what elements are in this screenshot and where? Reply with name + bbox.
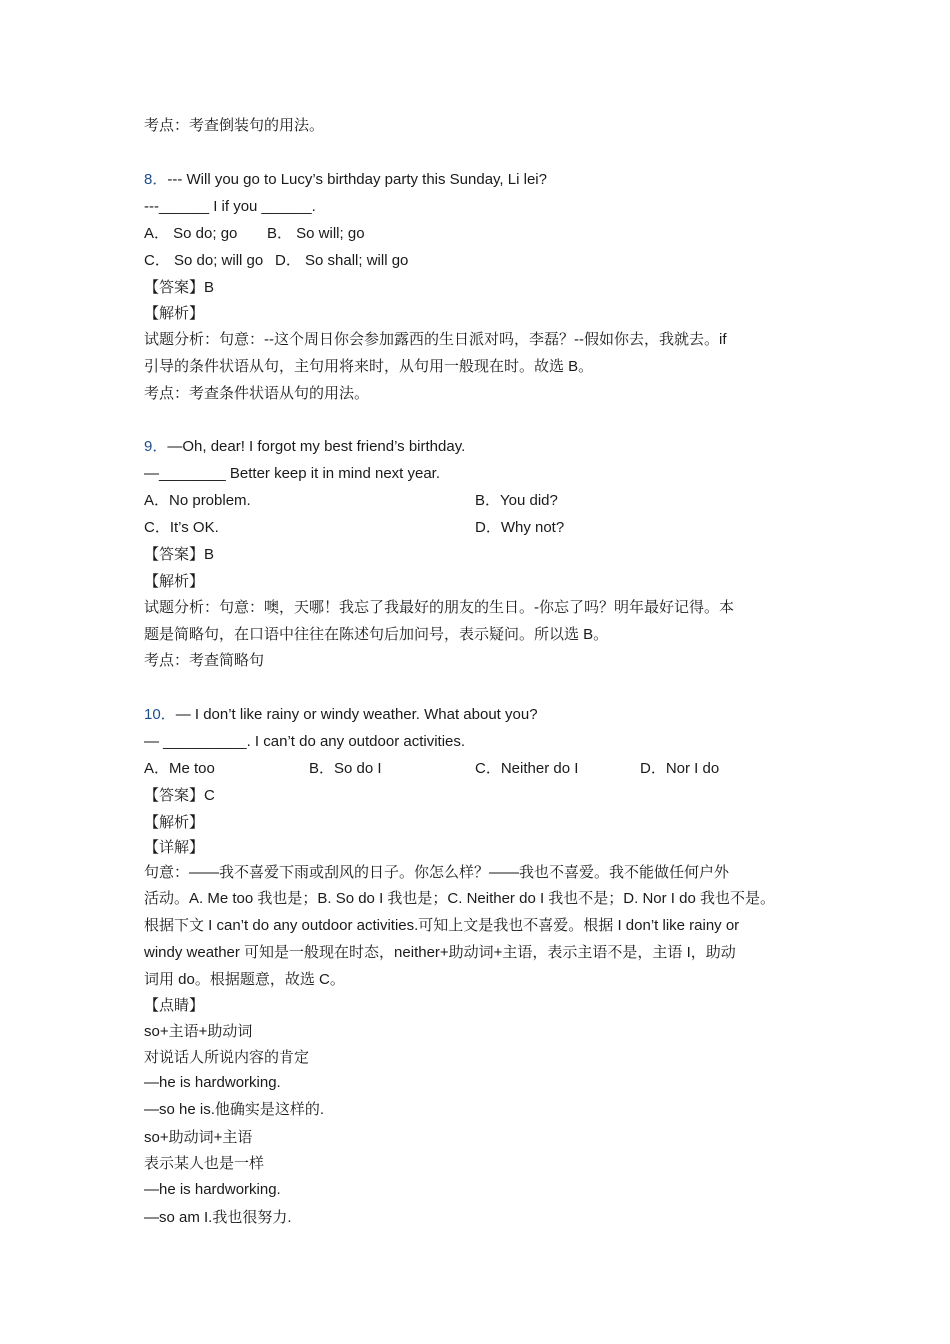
q10-note-2: 对说话人所说内容的肯定	[144, 1049, 310, 1066]
q8-option-c: C． So do; will go	[144, 252, 264, 269]
q10-jiexi: 【解析】	[144, 814, 205, 831]
question-number: 9．	[144, 438, 168, 455]
q9-option-d: D．Why not?	[475, 519, 565, 536]
q10-detail-4: windy weather 可知是一般现在时态，neither+助动词+主语，表示主语不是，主语 I，助动	[144, 944, 736, 961]
q10-note-6: 表示某人也是一样	[144, 1155, 265, 1172]
q8-option-d: D． So shall; will go	[275, 252, 409, 269]
q10-option-a: A．Me too	[144, 760, 215, 777]
question-text: — I don’t like rainy or windy weather. What about you?	[175, 706, 538, 723]
q10-note-3: —he is hardworking.	[144, 1074, 281, 1091]
q9-jiexi: 【解析】	[144, 573, 205, 590]
q10-detail-5: 词用 do。根据题意，故选 C。	[144, 971, 345, 988]
q10-detail-3: 根据下文 I can’t do any outdoor activities.可知上文是我也不喜爱。根据 I don’t like rainy or	[144, 917, 740, 934]
q8-option-a: A． So do; go	[144, 225, 238, 242]
q8-analysis-2: 引导的条件状语从句，主句用将来时，从句用一般现在时。故选 B。	[144, 358, 594, 375]
q9-option-a: A．No problem.	[144, 492, 251, 509]
q10-note-1: so+主语+助动词	[144, 1023, 253, 1040]
question-text: —Oh, dear! I forgot my best friend’s birthday.	[167, 438, 466, 455]
question-8-stem	[144, 170, 547, 190]
q9-answer: 【答案】B	[144, 546, 215, 563]
q10-option-d: D．Nor I do	[640, 760, 720, 777]
q10-note-7: —he is hardworking.	[144, 1181, 281, 1198]
q10-option-b: B．So do I	[309, 760, 382, 777]
question-10-stem2: — __________. I can’t do any outdoor activities.	[144, 733, 466, 750]
question-text: --- Will you go to Lucy’s birthday party this Sunday, Li lei?	[167, 171, 547, 188]
question-9-stem	[144, 437, 465, 457]
question-number: 8．	[144, 171, 168, 188]
q9-analysis-1: 试题分析：句意：噢，天哪！我忘了我最好的朋友的生日。-你忘了吗？明年最好记得。本	[144, 599, 734, 616]
question-8-stem2: ---______ I if you ______.	[144, 198, 316, 215]
q8-kaodian: 考点：考查条件状语从句的用法。	[144, 385, 370, 402]
q9-option-b: B．You did?	[475, 492, 558, 509]
q9-analysis-2: 题是简略句，在口语中往往在陈述句后加问号，表示疑问。所以选 B。	[144, 626, 609, 643]
q8-option-b: B． So will; go	[267, 225, 365, 242]
q10-note-8: —so am I.我也很努力.	[144, 1209, 292, 1226]
q8-answer: 【答案】B	[144, 279, 215, 296]
kaodian-prev: 考点：考查倒装句的用法。	[144, 117, 325, 134]
question-9-stem2: —________ Better keep it in mind next year.	[144, 465, 441, 482]
q10-dianjing: 【点睛】	[144, 997, 205, 1014]
q10-option-c: C．Neither do I	[475, 760, 579, 777]
q10-answer: 【答案】C	[144, 787, 215, 804]
q8-analysis-1: 试题分析：句意：--这个周日你会参加露西的生日派对吗，李磊？--假如你去，我就去。if	[144, 331, 727, 348]
question-number: 10．	[144, 706, 176, 723]
q10-detail-2: 活动。A. Me too 我也是；B. So do I 我也是；C. Neither do I 我也不是；D. Nor I do 我也不是。	[144, 890, 775, 907]
question-10-stem	[144, 705, 538, 725]
q10-note-5: so+助动词+主语	[144, 1129, 253, 1146]
q9-option-c: C．It’s OK.	[144, 519, 219, 536]
q10-detail-1: 句意：——我不喜爱下雨或刮风的日子。你怎么样？——我也不喜爱。我不能做任何户外	[144, 864, 730, 881]
q10-xiangjie: 【详解】	[144, 839, 205, 856]
q10-note-4: —so he is.他确实是这样的.	[144, 1101, 325, 1118]
q8-jiexi: 【解析】	[144, 305, 205, 322]
q9-kaodian: 考点：考查简略句	[144, 652, 265, 669]
